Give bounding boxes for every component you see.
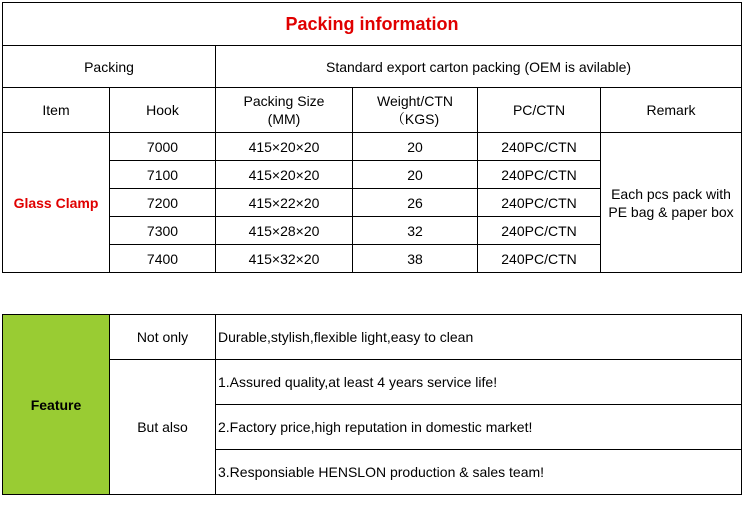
cell-hook: 7200	[110, 189, 216, 217]
cell-hook: 7100	[110, 161, 216, 189]
cell-pc: 240PC/CTN	[478, 189, 601, 217]
header-packing-size	[216, 88, 353, 133]
header-size-line2: (MM)	[267, 111, 301, 127]
but-also-label: But also	[110, 360, 216, 495]
header-weight	[353, 88, 478, 133]
header-item: Item	[3, 88, 110, 133]
feature-table	[2, 314, 742, 495]
packing-table	[2, 2, 742, 273]
cell-size: 415×20×20	[216, 133, 353, 161]
cell-weight: 26	[353, 189, 478, 217]
remark-line1: Each pcs pack with	[611, 185, 731, 202]
header-size-line1: Packing Size	[243, 93, 325, 109]
cell-hook: 7000	[110, 133, 216, 161]
cell-pc: 240PC/CTN	[478, 245, 601, 273]
cell-weight: 38	[353, 245, 478, 273]
cell-pc: 240PC/CTN	[478, 217, 601, 245]
cell-size: 415×28×20	[216, 217, 353, 245]
header-hook: Hook	[110, 88, 216, 133]
feature-label: Feature	[3, 315, 110, 495]
header-weight-line2: （KGS)	[390, 111, 440, 127]
item-glass-clamp: Glass Clamp	[3, 133, 110, 273]
cell-weight: 20	[353, 161, 478, 189]
cell-size: 415×22×20	[216, 189, 353, 217]
remark-cell	[601, 133, 742, 273]
packing-value: Standard export carton packing (OEM is avilable)	[216, 46, 742, 88]
cell-size: 415×32×20	[216, 245, 353, 273]
packing-title: Packing information	[3, 3, 742, 46]
feature-point: 2.Factory price,high reputation in domestic market!	[216, 405, 742, 450]
cell-pc: 240PC/CTN	[478, 161, 601, 189]
feature-point: 1.Assured quality,at least 4 years service life!	[216, 360, 742, 405]
not-only-label: Not only	[110, 315, 216, 360]
cell-size: 415×20×20	[216, 161, 353, 189]
cell-weight: 20	[353, 133, 478, 161]
header-weight-line1: Weight/CTN	[377, 93, 453, 109]
packing-label: Packing	[3, 46, 216, 88]
table-row	[3, 133, 742, 161]
cell-pc: 240PC/CTN	[478, 133, 601, 161]
remark-line2: PE bag & paper box	[608, 203, 734, 220]
cell-hook: 7400	[110, 245, 216, 273]
header-remark: Remark	[601, 88, 742, 133]
cell-hook: 7300	[110, 217, 216, 245]
cell-weight: 32	[353, 217, 478, 245]
not-only-text: Durable,stylish,flexible light,easy to clean	[216, 315, 742, 360]
feature-point: 3.Responsiable HENSLON production & sales team!	[216, 450, 742, 495]
header-pc-ctn: PC/CTN	[478, 88, 601, 133]
